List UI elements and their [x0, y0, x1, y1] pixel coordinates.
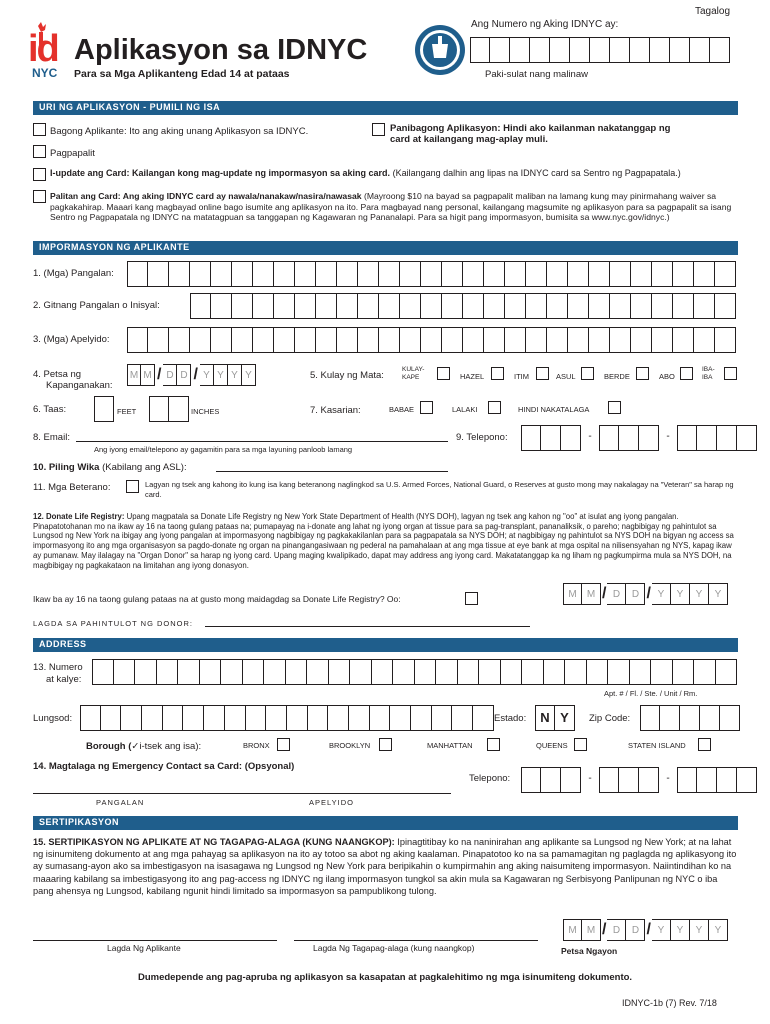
dob-boxes[interactable]: M M / D D / Y Y Y Y: [127, 364, 256, 386]
borough-rest: i-tsek ang isa):: [139, 741, 202, 752]
idnyc-number-label: Ang Numero ng Aking IDNYC ay:: [471, 19, 619, 30]
emergency-name-line[interactable]: [33, 793, 451, 794]
first-name-boxes[interactable]: [127, 261, 736, 287]
borough-bronx: BRONX: [243, 741, 270, 750]
donate-life-bold: 12. Donate Life Registry:: [33, 512, 125, 521]
renew-label: Pagpapalit: [50, 148, 95, 159]
today-year-4: Y: [709, 919, 728, 941]
eye-option-green: BERDE: [604, 372, 630, 381]
donate-yes-checkbox[interactable]: [465, 592, 478, 605]
gender-male: LALAKI: [452, 405, 478, 414]
donate-year-4: Y: [709, 583, 728, 605]
gender-x-checkbox[interactable]: [608, 401, 621, 414]
donor-signature-line[interactable]: [205, 626, 530, 627]
zip-boxes[interactable]: [640, 705, 740, 731]
borough-bold: Borough (: [86, 741, 132, 752]
page-title: Aplikasyon sa IDNYC: [74, 34, 368, 66]
donate-year-2: Y: [671, 583, 690, 605]
city-boxes[interactable]: [80, 705, 494, 731]
replace-card-label: [50, 191, 740, 223]
logo-id-text: id: [28, 28, 58, 70]
emergency-phone-boxes[interactable]: - -: [521, 767, 757, 793]
guardian-signature-label: Lagda Ng Tagapag-alaga (kung naangkop): [313, 943, 475, 953]
height-inches-unit: INCHES: [191, 407, 220, 416]
zip-label: Zip Code:: [589, 713, 631, 724]
donate-life-text: [33, 512, 738, 570]
print-note: Paki-sulat nang malinaw: [485, 69, 588, 80]
today-day-1: D: [607, 919, 626, 941]
donate-month-2: M: [582, 583, 601, 605]
update-card-checkbox[interactable]: [33, 168, 46, 181]
eye-black-checkbox[interactable]: [536, 367, 549, 380]
street-label-2: at kalye:: [46, 674, 82, 685]
replace-card-rest: (Mayroong $10 na bayad sa pagpapalit maliban na lamang kung may pinirmahang waiver sa pagkakahirap. Maaari kang magbayad online bago isumite ang aplikasyon na ito. Para magbayad nang personal, kailangang magsumite ng aplikasyon para sa pagpapalit sa isang Sentro ng Pagpapatala ng IDNYC na matatagpuan sa tanggapan ng Kagawaran ng Pananalapi. Para sa higit pang impormasyon, bumisita sa www.nyc.gov/idnyc.): [50, 191, 732, 222]
first-name-label: 1. (Mga) Pangalan:: [33, 268, 114, 279]
borough-queens: QUEENS: [536, 741, 568, 750]
veteran-checkbox[interactable]: [126, 480, 139, 493]
dob-year-3: Y: [228, 364, 242, 386]
donate-day-2: D: [626, 583, 645, 605]
eye-option-gray: ABO: [659, 372, 675, 381]
language-label: Tagalog: [695, 6, 731, 17]
bronx-checkbox[interactable]: [277, 738, 290, 751]
state-letter-n: N: [535, 705, 555, 731]
language-rest: (Kabilang ang ASL):: [102, 462, 187, 473]
replace-card-checkbox[interactable]: [33, 190, 46, 203]
language-line[interactable]: [216, 471, 448, 472]
renew-checkbox[interactable]: [33, 145, 46, 158]
contact-note: Ang iyong email/telepono ay gagamitin para sa mga layuning panloob lamang: [94, 445, 353, 454]
height-feet-box[interactable]: [94, 396, 114, 422]
today-month-2: M: [582, 919, 601, 941]
dob-year-2: Y: [214, 364, 228, 386]
queens-checkbox[interactable]: [574, 738, 587, 751]
eye-option-hazel: HAZEL: [460, 372, 485, 381]
eye-green-checkbox[interactable]: [636, 367, 649, 380]
logo-nyc-text: NYC: [32, 66, 58, 80]
email-label: 8. Email:: [33, 432, 70, 443]
idnyc-number-boxes[interactable]: [470, 37, 730, 63]
state-letter-y: Y: [555, 705, 575, 731]
emergency-first-name: PANGALAN: [96, 798, 145, 807]
gender-female: BABAE: [389, 405, 415, 414]
certification-body: Ipinagtitibay ko na naninirahan ang aplikante sa Lungsod ng New York; at na lahat ng isinumiteng dokumento at ang mga pahayag sa aplikasyon na ito ay totoo sa abot ng aking kaalaman. Pinapatotoo ko na sa pamamagitan ng paglagda ng aplikasyong ito ay sumasang-ayon ako sa imbestigasyon na isasagawa ng Lungsod ng New York para beripikahin o kumpirmahin ang aking naisumiteng impormasyon. Naiintindihan ko na maaaring kabilang sa imbestigasyong ito ang pag-access ng IDNYC ng ilang impormasyon tungkol sa akin mula sa Kagawaran ng Serbisyong Panlipunan ng NYC o iba pang ahensya ng Lungsod, kabilang ngunit hindi limitado sa impormasyon sa pampublikong tulong.: [33, 837, 737, 896]
middle-name-boxes[interactable]: [190, 293, 736, 319]
dob-day-1: D: [163, 364, 177, 386]
emergency-label: 14. Magtalaga ng Emergency Contact sa Card: (Opsyonal): [33, 761, 295, 772]
certification-text: [33, 836, 738, 897]
brooklyn-checkbox[interactable]: [379, 738, 392, 751]
donate-month-1: M: [563, 583, 582, 605]
middle-name-label: 2. Gitnang Pangalan o Inisyal:: [33, 300, 160, 311]
dob-label-2: Kapanganakan:: [46, 380, 113, 391]
donate-year-3: Y: [690, 583, 709, 605]
dob-year-4: Y: [242, 364, 256, 386]
dob-month-1: M: [127, 364, 141, 386]
today-year-3: Y: [690, 919, 709, 941]
new-applicant-checkbox[interactable]: [33, 123, 46, 136]
language-bold: 10. Piling Wika: [33, 462, 100, 473]
guardian-signature-line[interactable]: [294, 940, 538, 941]
borough-staten-island: STATEN ISLAND: [628, 741, 686, 750]
gender-female-checkbox[interactable]: [420, 401, 433, 414]
eye-color-label: 5. Kulay ng Mata:: [310, 370, 384, 381]
phone-label: 9. Telepono:: [456, 432, 508, 443]
eye-hazel-checkbox[interactable]: [491, 367, 504, 380]
gender-male-checkbox[interactable]: [488, 401, 501, 414]
section-address: ADDRESS: [33, 638, 738, 652]
page-subtitle: Para sa Mga Aplikanteng Edad 14 at pataas: [74, 68, 290, 80]
eye-brown-checkbox[interactable]: [437, 367, 450, 380]
eye-option-blue: ASUL: [556, 372, 576, 381]
applicant-signature-label: Lagda Ng Aplikante: [107, 943, 181, 953]
section-applicant-info: IMPORMASYON NG APLIKANTE: [33, 241, 738, 255]
replace-card-bold: Palitan ang Card: Ang aking IDNYC card ay nawala/nanakaw/nasira/nawasak: [50, 191, 362, 201]
eye-gray-checkbox[interactable]: [680, 367, 693, 380]
renewal-label: Panibagong Aplikasyon: Hindi ako kailanman nakatanggap ng card at kailangang mag-aplay muli.: [390, 123, 671, 145]
dob-year-1: Y: [200, 364, 214, 386]
emergency-phone-label: Telepono:: [469, 773, 511, 784]
applicant-signature-line[interactable]: [33, 940, 277, 941]
height-feet-unit: FEET: [117, 407, 137, 416]
emergency-last-name: APELYIDO: [309, 798, 354, 807]
gender-x: HINDI NAKATALAGA: [518, 405, 590, 414]
height-label: 6. Taas:: [33, 404, 67, 415]
dob-month-2: M: [141, 364, 155, 386]
eye-option-multi: IBA-IBA: [702, 366, 715, 381]
eye-option-black: ITIM: [514, 372, 529, 381]
today-month-1: M: [563, 919, 582, 941]
last-name-label: 3. (Mga) Apelyido:: [33, 334, 110, 345]
email-line[interactable]: [76, 441, 448, 442]
borough-manhattan: MANHATTAN: [427, 741, 473, 750]
today-day-2: D: [626, 919, 645, 941]
renewal-checkbox[interactable]: [372, 123, 385, 136]
veteran-note: Lagyan ng tsek ang kahong ito kung isa kang beteranong naglingkod sa U.S. Armed Forces, National Guard, o Reserves at gusto mong may nakalagay na "Veteran" sa harap ng card.: [145, 480, 734, 499]
borough-label: [86, 741, 201, 752]
veteran-label: 11. Mga Beterano:: [33, 482, 111, 493]
language-label-row: [33, 462, 187, 473]
check-icon: ✓: [131, 741, 140, 752]
street-label-1: 13. Numero: [33, 662, 83, 673]
borough-brooklyn: BROOKLYN: [329, 741, 371, 750]
donate-year-1: Y: [652, 583, 671, 605]
height-inches-boxes[interactable]: [149, 396, 189, 422]
today-year-2: Y: [671, 919, 690, 941]
donate-day-1: D: [607, 583, 626, 605]
dob-label-1: 4. Petsa ng: [33, 369, 82, 380]
approval-note: Dumedepende ang pag-apruba ng aplikasyon sa kasapatan at pagkalehitimo ng mga isinumiteng dokumento.: [137, 972, 633, 983]
today-date-boxes[interactable]: M M / D D / Y Y Y Y: [563, 919, 728, 941]
eye-option-brown: KULAY-KAPE: [402, 366, 425, 381]
today-year-1: Y: [652, 919, 671, 941]
nyc-seal: [414, 24, 466, 76]
state-boxes: [535, 705, 575, 731]
certification-bold: 15. SERTIPIKASYON NG APLIKATE AT NG TAGAPAG-ALAGA (KUNG NAANGKOP):: [33, 837, 395, 847]
section-certification: SERTIPIKASYON: [33, 816, 738, 830]
update-card-label: [50, 168, 740, 179]
today-date-label: Petsa Ngayon: [561, 946, 618, 956]
donate-question: Ikaw ba ay 16 na taong gulang pataas na at gusto mong maidagdag sa Donate Life Registry? Oo:: [33, 594, 401, 604]
city-label: Lungsod:: [33, 713, 73, 724]
new-applicant-label: Bagong Aplikante: Ito ang aking unang Aplikasyon sa IDNYC.: [50, 126, 309, 137]
last-name-boxes[interactable]: [127, 327, 736, 353]
donor-signature-label: LAGDA SA PAHINTULOT NG DONOR:: [33, 619, 194, 628]
eye-blue-checkbox[interactable]: [581, 367, 594, 380]
staten-island-checkbox[interactable]: [698, 738, 711, 751]
donate-date-boxes[interactable]: M M / D D / Y Y Y Y: [563, 583, 728, 605]
section-application-type: URI NG APLIKASYON - PUMILI NG ISA: [33, 101, 738, 115]
street-boxes[interactable]: [92, 659, 737, 685]
gender-label: 7. Kasarian:: [310, 405, 361, 416]
form-id: IDNYC-1b (7) Rev. 7/18: [622, 998, 717, 1008]
apt-note: Apt. # / Fl. / Ste. / Unit / Rm.: [604, 689, 698, 698]
dob-day-2: D: [177, 364, 191, 386]
update-card-rest: (Kailangang dalhin ang lipas na IDNYC card sa Sentro ng Pagpapatala.): [392, 168, 681, 178]
eye-multi-checkbox[interactable]: [724, 367, 737, 380]
update-card-bold: I-update ang Card: Kailangan kong mag-update ng impormasyon sa aking card.: [50, 168, 391, 178]
phone-boxes[interactable]: - -: [521, 425, 757, 451]
manhattan-checkbox[interactable]: [487, 738, 500, 751]
state-label: Estado:: [494, 713, 527, 724]
city-seal-icon: [414, 24, 466, 76]
donate-life-body: Upang magpatala sa Donate Life Registry ng New York State Department of Health (NYS DOH), lagyan ng tsek ang kahon ng "oo" at isulat ang iyong pangalan. Pinapatotohanan mo na ikaw ay 16 na taong gulang pataas na; pumapayag na i-donate ang lahat ng iyong organ at tissue para sa pag-transplant, pananaliksik, o pareho; nagbibigay ng pahintulot sa Lungsod ng New York na ibigay ang iyong pangalan at impormasyong nagbibigay ng pagkakakilanlan para sa pagpapatala sa NYS DOH; at nagbibigay ng pahintulot sa NYS DOH na bigyan ng access sa impormasyong ito ang mga organisasyon sa pagdo-donate ng organ na pinangangasiwaan ng pederal na pamahalaan at ang mga tissue at eye bank at mga ospital na nilisensyahan ng NYS, kapag ikaw ay pumanaw. May ilalagay na "Organ Donor" sa harap ng iyong card. Upang maging kwalipikado, dapat may address ang iyong card. Makatatanggap ka ng liham ng pagkumpirma mula sa NYS DOH, na magbibigay ng pagkakataon na limitahan ang iyong donasyon.: [33, 512, 734, 570]
